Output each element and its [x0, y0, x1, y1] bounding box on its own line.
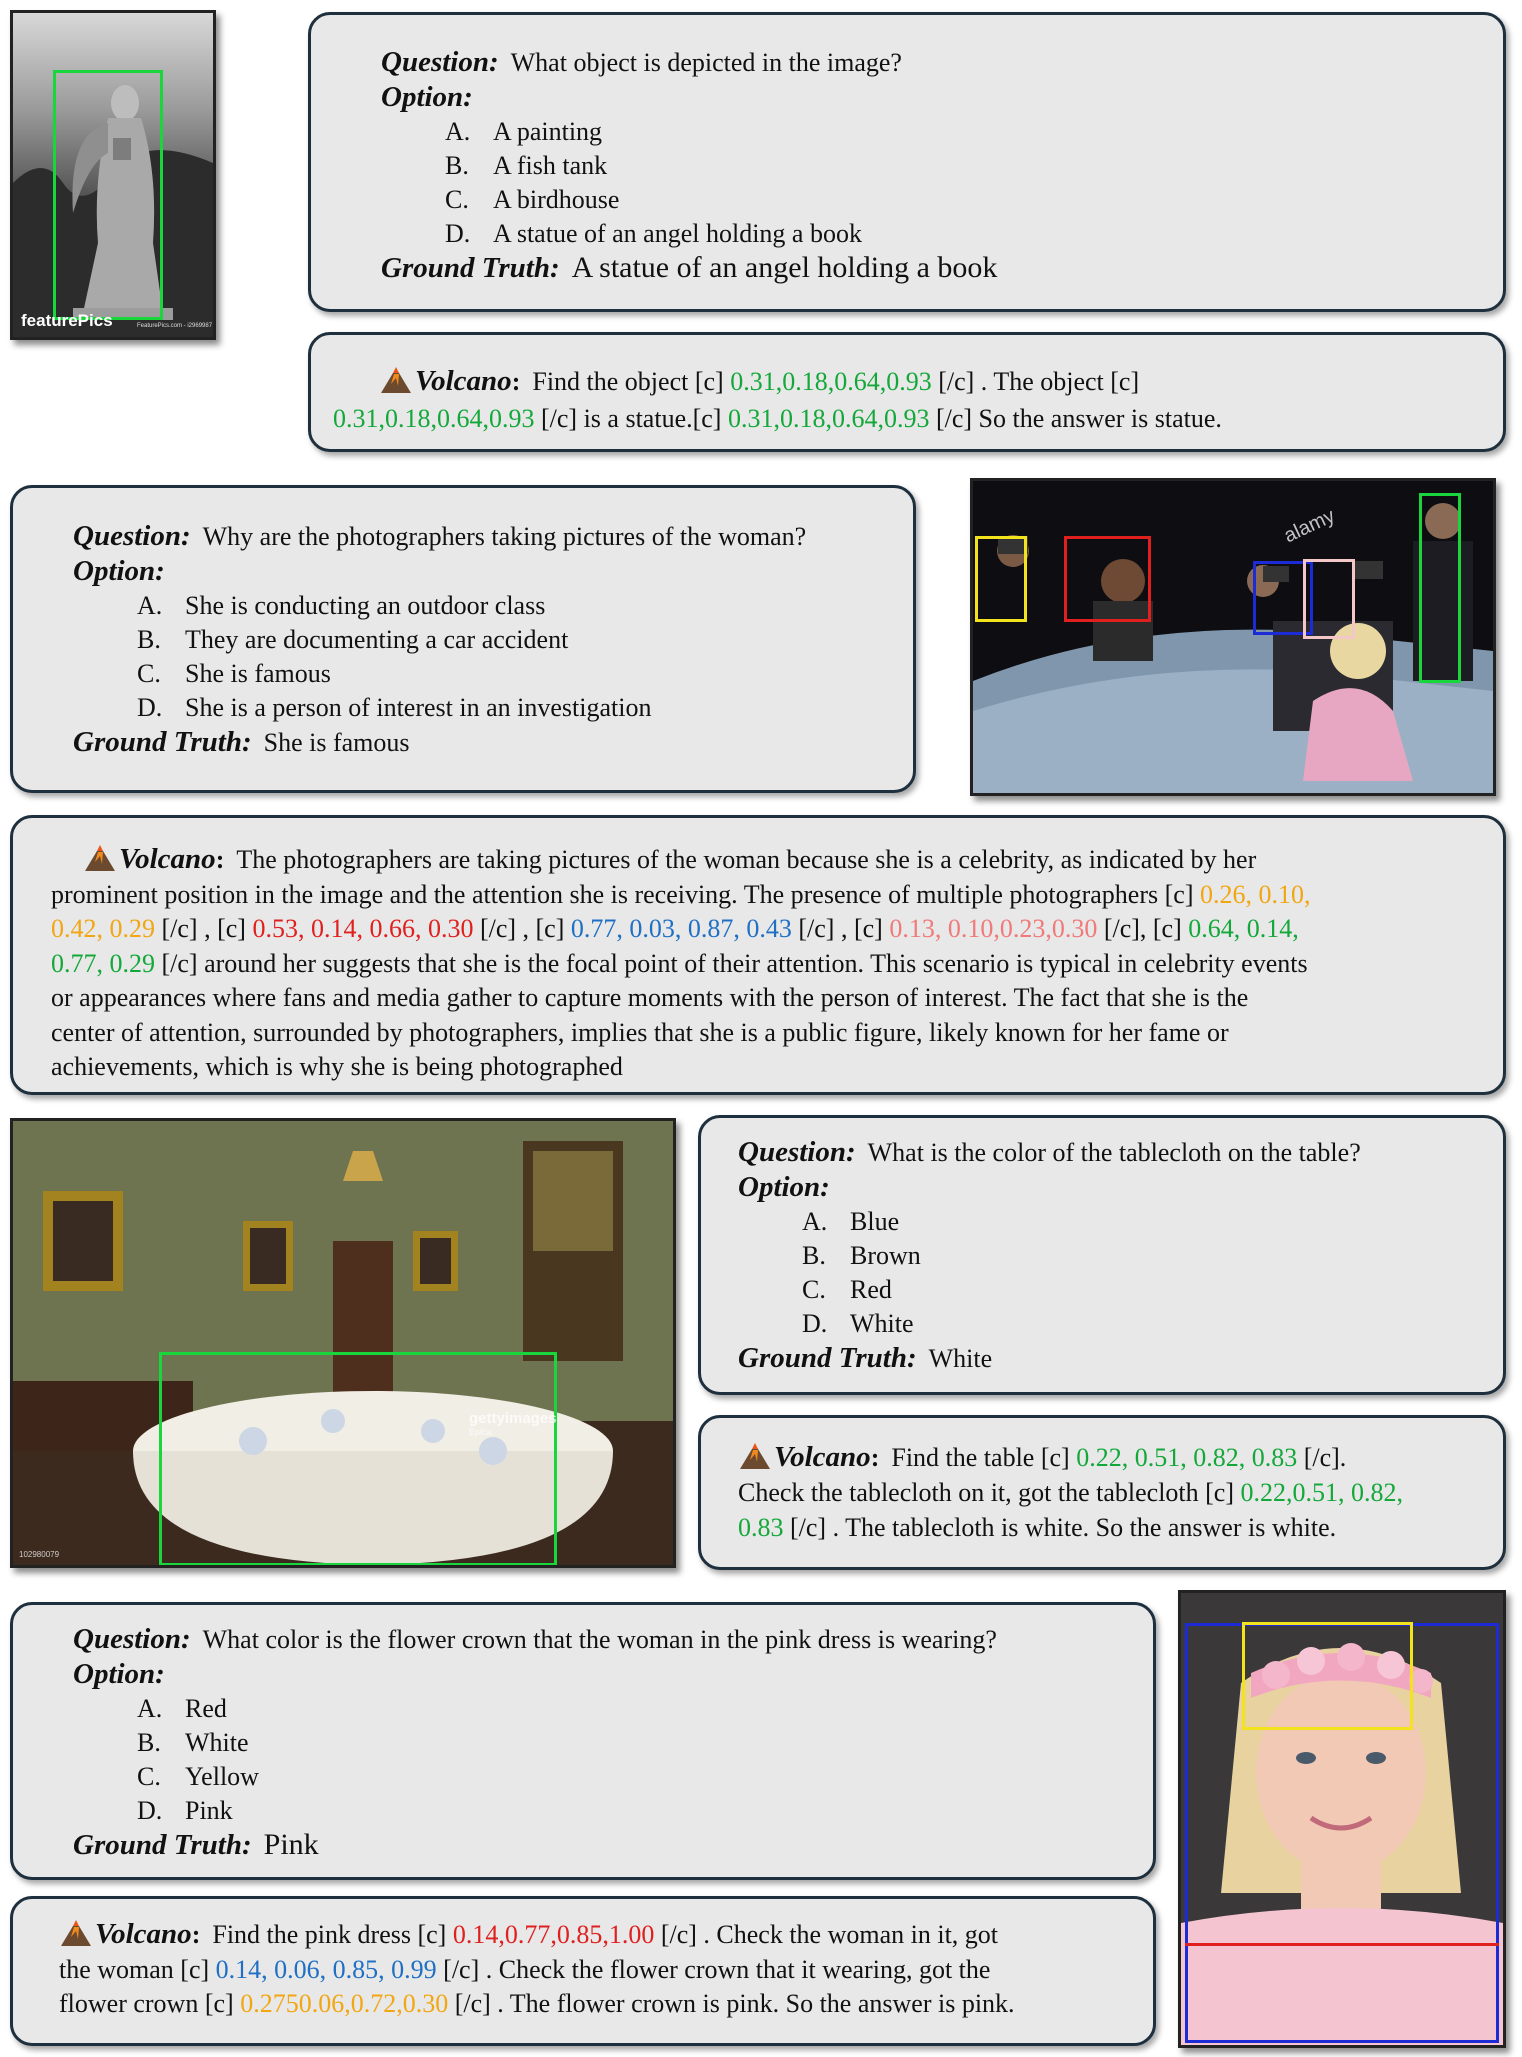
option-label: Option: — [738, 1171, 830, 1203]
ex1-volcano-answer-box: Volcano: Find the object [c] 0.31,0.18,0.64,0.93 [/c] . The object [c] 0.31,0.18,0.64,0.93 [/c] is a statue.[c] 0.31,0.18,0.64,0.93 [/c] So the answer is statue. — [308, 332, 1506, 452]
bbox-coords: 0.42, 0.29 — [51, 914, 155, 943]
option-label: Option: — [73, 555, 165, 587]
ex1-question-box — [308, 12, 1506, 312]
question-text: What object is depicted in the image? — [510, 48, 902, 77]
question-label: Question: — [73, 520, 191, 552]
volcano-icon — [379, 364, 413, 394]
volcano-label: Volcano — [95, 1918, 192, 1950]
alamy-watermark: alamy — [1280, 504, 1339, 548]
ground-truth-label: Ground Truth: — [73, 726, 252, 758]
ex4-question-box — [10, 1602, 1156, 1880]
option-d: D. Pink — [137, 1796, 233, 1825]
photographer-bbox-pink — [1303, 559, 1355, 639]
ex2-volcano-answer-box: Volcano: The photographers are taking pictures of the woman because she is a celebrity, as indicated by her prominent position in the image and the attention she is receiving. The presence of multiple photographers [c] 0.26, 0.10, 0.42, 0.29 [/c] , [c] 0.53, 0.14, 0.66, 0.30 [/c] , [c] 0.77, 0.03, 0.87, 0.43 [/c] , [c] 0.13, 0.10,0.23,0.30 [/c], [c] 0.64, 0.14, 0.77, 0.29 [/c] around her suggests that she is the focal point of their attention. This scenario is typical in celebrity events or appearances where fans and media gather to capture moments with the person of interest. The fact that she is the center of attention, surrounded by photographers, implies that she is a public figure, likely known for her fame or achievements, which is why she is being photographed — [10, 815, 1506, 1095]
ex3-question-box — [698, 1115, 1506, 1395]
getty-sub-text: Epica — [469, 1427, 492, 1437]
volcano-label: Volcano — [774, 1441, 871, 1473]
question-label: Question: — [738, 1136, 856, 1168]
volcano-icon — [59, 1917, 93, 1947]
option-d: D. White — [802, 1309, 914, 1338]
question-text: What is the color of the tablecloth on the table? — [867, 1138, 1361, 1167]
ground-truth-text: She is famous — [263, 728, 410, 757]
option-b: B. Brown — [802, 1241, 921, 1270]
option-a: A. Blue — [802, 1207, 900, 1236]
option-b: B. White — [137, 1728, 249, 1757]
volcano-icon — [83, 842, 117, 872]
volcano-label: Volcano — [119, 843, 216, 875]
pink-dress-bbox-red — [1185, 1943, 1499, 1946]
option-a: A. Red — [137, 1694, 227, 1723]
option-b: B. A fish tank — [445, 151, 608, 180]
bbox-coords: 0.83 — [738, 1513, 784, 1542]
ground-truth-label: Ground Truth: — [738, 1342, 917, 1374]
option-a: A. She is conducting an outdoor class — [137, 591, 546, 620]
option-d: D. She is a person of interest in an investigation — [137, 693, 652, 722]
ex3-volcano-answer-box: Volcano: Find the table [c] 0.22, 0.51, 0.82, 0.83 [/c]. Check the tablecloth on it, got the tablecloth [c] 0.22,0.51, 0.82, 0.83 [/c] . The tablecloth is white. So the answer is white. — [698, 1415, 1506, 1570]
bbox-coords: 0.64, 0.14, — [1188, 914, 1299, 943]
ground-truth-text: A statue of an angel holding a book — [571, 251, 998, 284]
bbox-coords: 0.31,0.18,0.64,0.93 — [727, 404, 930, 433]
ex2-question-box — [10, 485, 916, 793]
woman-flower-crown-photo — [1178, 1590, 1506, 2048]
ground-truth-text: White — [928, 1344, 993, 1373]
question-label: Question: — [381, 46, 499, 78]
getty-watermark: gettyimages — [469, 1410, 557, 1427]
option-a: A. A painting — [445, 117, 603, 146]
question-text: What color is the flower crown that the woman in the pink dress is wearing? — [202, 1625, 997, 1654]
bbox-coords: 0.14,0.77,0.85,1.00 — [452, 1920, 655, 1949]
option-c: C. Red — [802, 1275, 892, 1304]
flower-crown-bbox-yellow — [1242, 1622, 1413, 1730]
bbox-coords: 0.13, 0.10,0.23,0.30 — [889, 914, 1098, 943]
dining-room-photo — [10, 1118, 676, 1568]
volcano-icon — [738, 1440, 772, 1470]
bbox-coords: 0.77, 0.03, 0.87, 0.43 — [570, 914, 792, 943]
table-bbox — [159, 1352, 557, 1566]
option-d: D. A statue of an angel holding a book — [445, 219, 862, 248]
getty-id-text: 102980079 — [19, 1550, 60, 1559]
angel-statue-photo — [10, 10, 216, 340]
option-label: Option: — [73, 1658, 165, 1690]
photographer-bbox-green — [1419, 493, 1461, 683]
photographer-bbox-red — [1064, 536, 1151, 622]
statue-bbox — [53, 70, 163, 320]
featurepics-watermark: featurePics — [21, 311, 113, 330]
bbox-coords: 0.14, 0.06, 0.85, 0.99 — [215, 1954, 437, 1984]
bbox-coords: 0.2750.06,0.72,0.30 — [240, 1989, 449, 2018]
photographers-illustration — [973, 481, 1493, 793]
volcano-label: Volcano — [415, 365, 512, 397]
photographer-bbox-yellow — [975, 536, 1027, 622]
option-c: C. A birdhouse — [445, 185, 620, 214]
featurepics-id-text: FeaturePics.com - i2969987 — [137, 323, 213, 329]
question-label: Question: — [73, 1623, 191, 1655]
option-c: C. Yellow — [137, 1762, 259, 1791]
ex4-volcano-answer-box: Volcano: Find the pink dress [c] 0.14,0.77,0.85,1.00 [/c] . Check the woman in it, got the woman [c] 0.14, 0.06, 0.85, 0.99 [/c] . Check the flower crown that it wearing, got the flower crown [c] 0.2750.06,0.72,0.30 [/c] . The flower crown is pink. So the answer is pink. — [10, 1896, 1156, 2046]
question-text: Why are the photographers taking pictures of the woman? — [202, 522, 807, 551]
bbox-coords: 0.22, 0.51, 0.82, 0.83 — [1076, 1443, 1298, 1472]
ground-truth-label: Ground Truth: — [381, 252, 560, 284]
option-label: Option: — [381, 81, 473, 113]
option-c: C. She is famous — [137, 659, 331, 688]
photographers-photo — [970, 478, 1496, 796]
option-b: B. They are documenting a car accident — [137, 625, 569, 654]
bbox-coords: 0.31,0.18,0.64,0.93 — [333, 404, 535, 433]
bbox-coords: 0.77, 0.29 — [51, 948, 155, 978]
bbox-coords: 0.53, 0.14, 0.66, 0.30 — [252, 914, 474, 943]
bbox-coords: 0.22,0.51, 0.82, — [1240, 1478, 1404, 1507]
bbox-coords: 0.31,0.18,0.64,0.93 — [730, 367, 932, 396]
ground-truth-label: Ground Truth: — [73, 1829, 252, 1861]
ground-truth-text: Pink — [263, 1828, 319, 1861]
bbox-coords: 0.26, 0.10, — [1199, 879, 1311, 909]
